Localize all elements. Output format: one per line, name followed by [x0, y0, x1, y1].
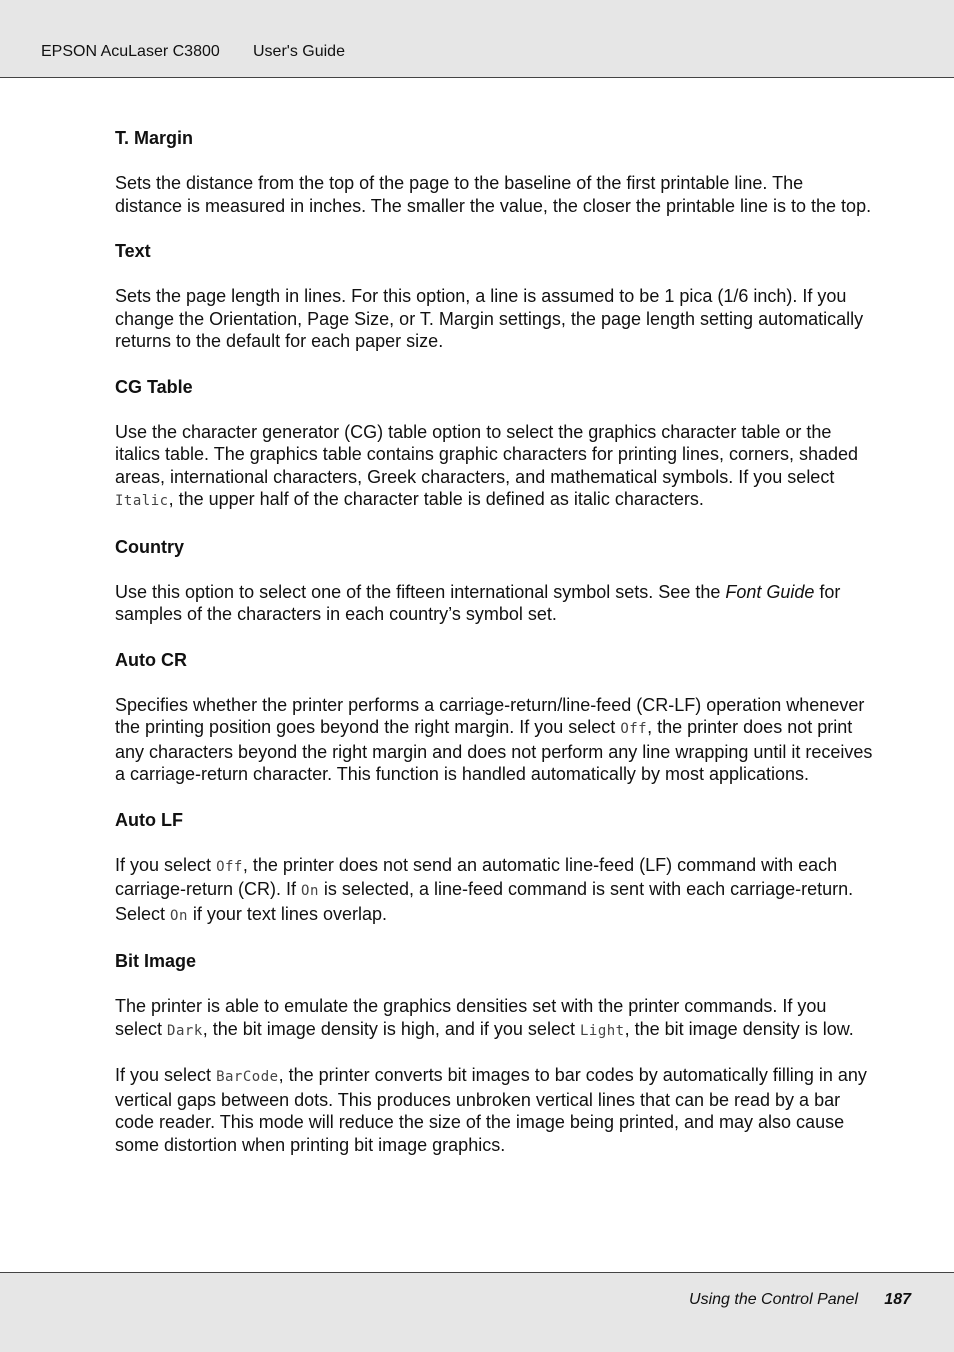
- guide-title: User's Guide: [253, 43, 345, 60]
- option-on: On: [170, 907, 188, 924]
- auto-lf-heading: Auto LF: [115, 809, 183, 830]
- cg-table-body: Use the character generator (CG) table option to select the graphics character table or the italics table. The graphics table contains graphic characters for printing lines, corners, shaded areas, international characters, Greek characters, and mathematical symbols. If you select Italic, the upper half of the character table is defined as italic characters.: [115, 421, 859, 509]
- option-light: Light: [579, 1022, 625, 1039]
- t-margin-body: Sets the distance from the top of the page to the baseline of the first printable line. The distance is measured in inches. The smaller the value, the closer the printable line is to the top.: [115, 173, 872, 216]
- bit-image-body-2: If you select BarCode, the printer converts bit images to bar codes by automatically filling in any vertical gaps between dots. This produces unbroken vertical lines that can be read by a bar code reader. This mode will reduce the size of the image being printed, and may also cause some distortion when printing bit image graphics.: [115, 1065, 867, 1155]
- t-margin-heading: T. Margin: [115, 128, 194, 148]
- option-barcode: BarCode: [216, 1069, 279, 1085]
- country-heading: Country: [115, 536, 184, 557]
- footer-section-title: Using the Control Panel: [689, 1291, 858, 1308]
- bit-image-body-1: The printer is able to emulate the graphics densities set with the printer commands. If you select Dark, the bit image density is high, and if you select Light, the bit image density is low.: [115, 996, 854, 1039]
- text-body: Sets the page length in lines. For this option, a line is assumed to be 1 pica (1/6 inch). If you change the Orientation, Page Size, or T. Margin settings, the page length setting automatically returns to the default for each paper size.: [115, 286, 864, 351]
- text-heading: Text: [115, 241, 151, 261]
- page-number: 187: [884, 1291, 911, 1308]
- page-content: [115, 126, 875, 1178]
- font-guide-reference: Font Guide: [725, 581, 815, 602]
- auto-cr-heading: Auto CR: [115, 649, 187, 670]
- auto-lf-body: If you select Off, the printer does not send an automatic line-feed (LF) command with each carriage-return (CR). If On is selected, a line-feed command is sent with each carriage-return. Select On if your text lines overlap.: [115, 854, 854, 924]
- country-body: Use this option to select one of the fifteen international symbol sets. See the Font Guide for samples of the characters in each country’s symbol set.: [115, 581, 841, 624]
- option-on: On: [301, 883, 319, 899]
- page-header: [0, 0, 954, 78]
- bit-image-heading: Bit Image: [115, 951, 197, 971]
- option-dark: Dark: [167, 1022, 203, 1039]
- product-name: EPSON AcuLaser C3800: [41, 43, 220, 60]
- option-off: Off: [620, 721, 648, 737]
- page-footer: [0, 1272, 954, 1352]
- option-italic: Italic: [115, 493, 169, 509]
- cg-table-heading: CG Table: [115, 376, 193, 397]
- auto-cr-body: Specifies whether the printer performs a carriage-return/line-feed (CR-LF) operation whenever the printing position goes beyond the right margin. If you select Off, the printer does not print any characters beyond the right margin and does not perform any line wrapping until it receives a carriage-return character. This function is handled automatically by most applications.: [115, 694, 873, 784]
- option-off: Off: [216, 858, 243, 875]
